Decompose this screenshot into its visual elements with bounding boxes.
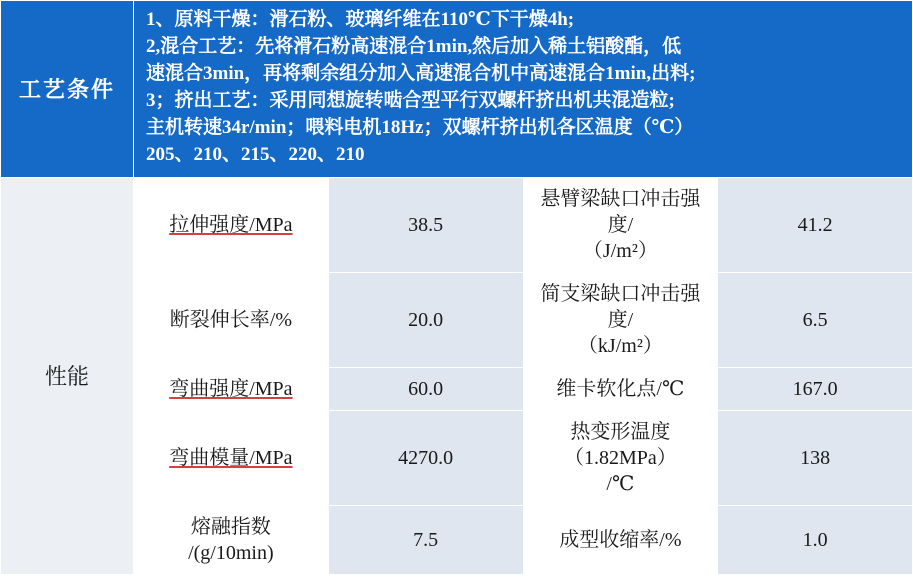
property-name-text: 弯曲强度/MPa <box>169 377 293 400</box>
process-line-1: 1、原料干燥：滑石粉、玻璃纤维在110℃下干燥4h; <box>146 9 575 30</box>
property-name-text: 弯曲模量/MPa <box>169 446 293 469</box>
property-value-secondary: 41.2 <box>718 177 913 272</box>
process-line-2: 2,混合工艺：先将滑石粉高速混合1min,然后加入稀土铝酸酯，低 <box>146 35 682 57</box>
process-conditions-body <box>134 1 913 178</box>
property-value: 4270.0 <box>328 410 523 505</box>
process-line-4: 3；挤出工艺：采用同想旋转啮合型平行双螺杆挤出机共混造粒; <box>146 89 675 111</box>
property-name-secondary-line2: （J/m²） <box>582 239 658 262</box>
property-name-secondary-line1: 热变形温度（1.82MPa） <box>563 420 677 469</box>
property-name-secondary: 成型收缩率/% <box>523 505 718 574</box>
property-name-secondary-line2: （kJ/m²） <box>577 334 663 357</box>
property-name <box>134 410 329 505</box>
property-name-secondary <box>523 177 718 272</box>
performance-label: 性能 <box>1 177 134 574</box>
property-name <box>134 177 329 272</box>
process-line-5: 主机转速34r/min；喂料电机18Hz；双螺杆挤出机各区温度（℃） <box>146 116 694 138</box>
table-row <box>1 177 913 272</box>
property-value-secondary: 167.0 <box>718 367 913 410</box>
property-name: 断裂伸长率/% <box>134 272 329 367</box>
table-row <box>1 272 913 367</box>
property-value: 60.0 <box>328 367 523 410</box>
property-name-secondary <box>523 410 718 505</box>
property-name-secondary-line2: /℃ <box>606 472 635 495</box>
property-value-secondary: 6.5 <box>718 272 913 367</box>
property-name-secondary-line1: 简支梁缺口冲击强度/ <box>540 282 701 331</box>
table-row <box>1 410 913 505</box>
process-conditions-row <box>1 1 913 178</box>
property-name <box>134 367 329 410</box>
process-conditions-label: 工艺条件 <box>1 1 134 178</box>
property-name-line1: 熔融指数 <box>190 515 271 538</box>
property-name <box>134 505 329 574</box>
property-name-secondary: 维卡软化点/℃ <box>523 367 718 410</box>
property-name-secondary-line1: 悬臂梁缺口冲击强度/ <box>540 187 701 236</box>
process-line-6: 205、210、215、220、210 <box>146 143 365 165</box>
property-value: 38.5 <box>328 177 523 272</box>
property-value-secondary: 1.0 <box>718 505 913 574</box>
property-value: 20.0 <box>328 272 523 367</box>
property-name-secondary <box>523 272 718 367</box>
table-row <box>1 367 913 410</box>
property-value: 7.5 <box>328 505 523 574</box>
property-name-text: 拉伸强度/MPa <box>169 213 293 236</box>
property-name-line2: /(g/10min) <box>188 541 274 564</box>
process-line-3: 速混合3min，再将剩余组分加入高速混合机中高速混合1min,出料; <box>146 62 696 84</box>
property-value-secondary: 138 <box>718 410 913 505</box>
table-row <box>1 505 913 574</box>
